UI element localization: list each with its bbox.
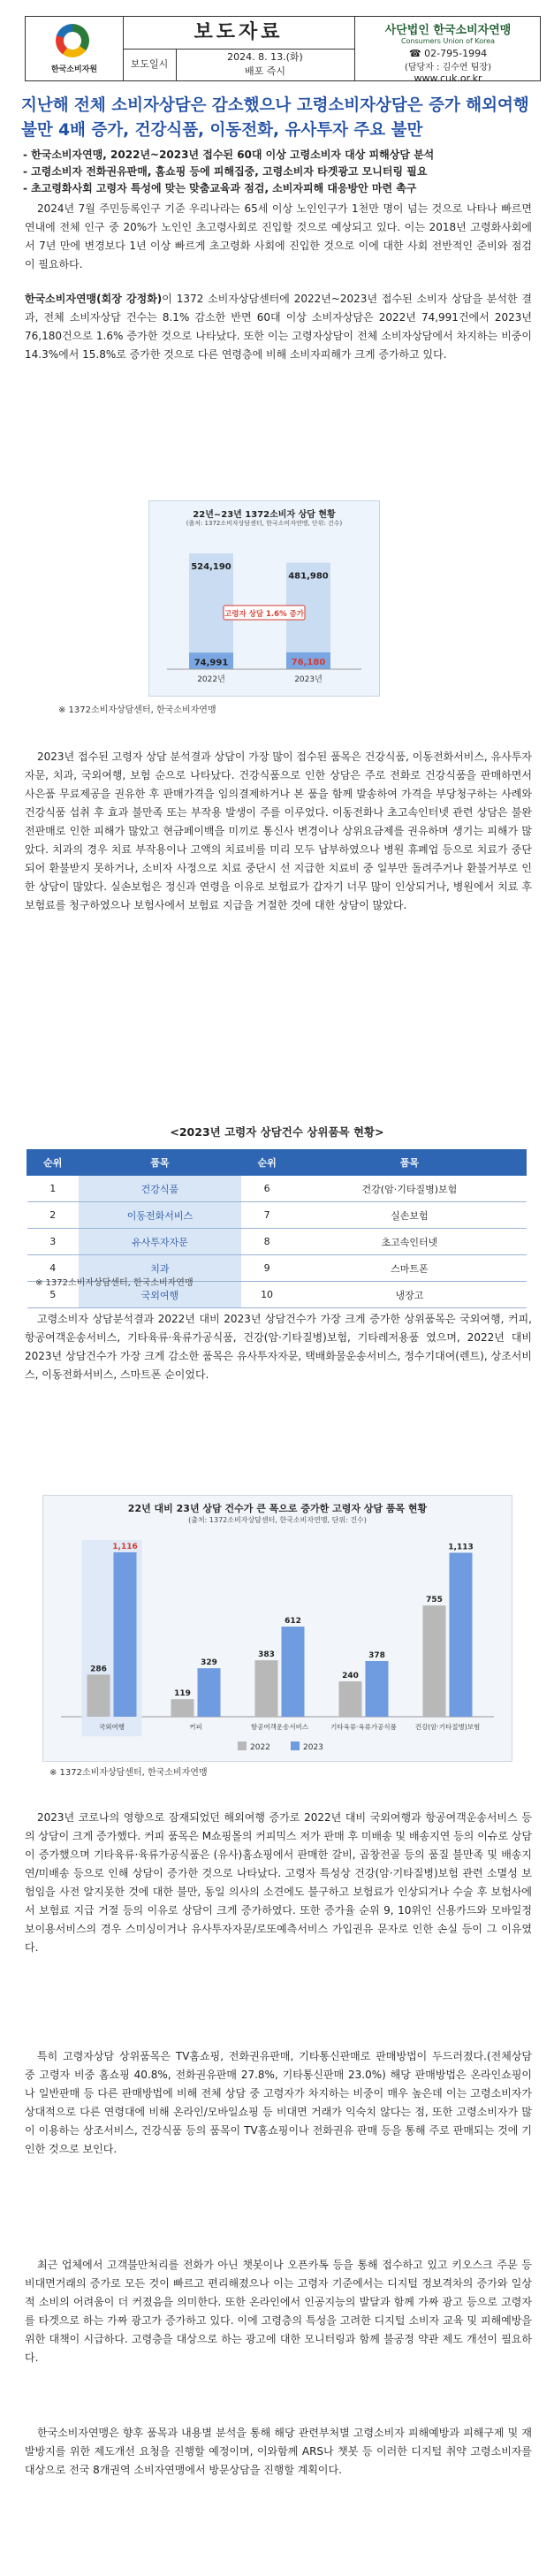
item-cell: 건강식품 [79,1176,241,1202]
org-manager: (담당자 : 김수연 팀장) [405,63,491,72]
value-label-total: 524,190 [191,561,231,572]
release-date [176,50,354,79]
item-cell: 냉장고 [292,1282,526,1308]
value-label: 240 [342,1672,359,1680]
paragraph-6: 특히 고령자상담 상위품목은 TV홈쇼핑, 전화권유판매, 기타통신판매로 판매방법이 두드러졌다.(전체상담 중 고령자 비중 홈쇼핑 40.8%, 전화권유판매 27.8%, 기타통신판매 23.0%) 해당 판매방법은 온라인쇼핑이나 일반판매 등 다른 판매방법에 비해 전체 상담 중 고령자가 차지하는 비중이 매우 높은데 이는 고령소비자가 상대적으로 다른 연령대에 비해 온라인/모바일쇼핑 등 비대면 거래가 익숙치 않다는 점, 또한 고령소비자가 많이 이용하는 상조서비스, 건강식품 등의 품목이 TV홈쇼핑이나 전화권유 판매 등을 통해 주로 판매되는 것에 기인한 것으로 보인다. [25,2050,532,2155]
kca-logo-icon [56,24,89,57]
rank-cell: 10 [241,1282,292,1308]
item-cell: 스마트폰 [292,1255,526,1282]
chart1-plot [149,501,379,696]
org-contact [354,17,541,84]
table-row [27,1176,527,1202]
col-rank: 순위 [27,1150,79,1176]
chart2-plot [43,1496,512,1761]
table-caption: ※ 1372소비자상담센터, 한국소비자연맹 [35,1278,194,1288]
date-label: 보도일시 [123,49,177,80]
value-label-elderly: 76,180 [291,657,326,667]
paragraph-4: 고령소비자 상담분석결과 2022년 대비 2023년 상담건수가 가장 크게 증가한 상위품목은 국외여행, 커피, 항공여객운송서비스, 기타육류·육류가공식품, 건강(암·기타질병)보험, 기타레저용품 였으며, 2022년 대비 2023년 상담건수가 가장 크게 감소한 품목은 유사투자자문, 택배화물운송서비스, 정수기대여(렌트), 상조서비스, 이동전화서비스, 스마트폰 순이었다. [25,1313,532,1381]
bar-2023 [114,1552,137,1717]
legend-label: 2022 [250,1743,270,1752]
rank-cell: 1 [27,1176,79,1202]
item-cell: 초고속인터넷 [292,1229,526,1255]
item-cell: 이동전화서비스 [79,1202,241,1229]
paragraph-2 [25,290,532,364]
paragraph-1: 2024년 7월 주민등록인구 기준 우리나라는 65세 이상 노인인구가 1천만 명이 넘는 것으로 나타나 빠르면 연내에 전체 인구 중 20%가 노인인 초고령사회로 진입할 것으로 예상되고 있다. 이는 2018년 고령화사회에서 7년 만에 변경보다 1년 이상 빠르게 초고령화 사회에 진입한 것으로 이에 대한 사회 전반적인 준비와 점검이 필요하다. [25,202,532,271]
table-row [27,1202,527,1229]
legend-swatch [238,1741,247,1750]
col-item: 품목 [79,1150,241,1176]
paragraph-7: 최근 업체에서 고객불만처리를 전화가 아닌 챗봇이나 오픈카톡 등을 통해 접수하고 있고 키오스크 주문 등 비대면거래의 증가로 모든 것이 빠르고 편리해졌으나 이는 고령자 기준에서는 디지털 정보격차의 증가와 일상적 소비의 어려움이 더 커졌음을 의미한다. 또한 온라인에서 인공지능의 발달과 함께 가짜 광고 등으로 고령자를 타겟으로 하는 가짜 광고가 증가하고 있다. 이에 고령층의 특성을 고려한 디지털 소비자 교육 및 피해예방을 위한 대책이 시급하다. 고령층을 대상으로 하는 광고에 대한 모니터링과 함께 불공정 약관 제도 개선이 필요하다. [25,2259,532,2364]
chart-increase-items [42,1495,512,1762]
value-label: 1,113 [448,1543,474,1552]
org-name: 사단법인 한국소비자연맹 [384,24,512,37]
legend-label: 2023 [303,1743,323,1752]
paragraph-5: 2023년 코로나의 영향으로 잠재되었던 해외여행 증가로 2022년 대비 국외여행과 항공여객운송서비스 등의 상담이 크게 증가했다. 커피 품목은 M쇼핑몰의 커피믹스 저가 판매 후 미배송 및 배송지연 등의 이슈로 상담이 증가했으며 기타육류·육류가공식품은 (유사)홈쇼핑에서 판매한 갈비, 곱창전골 등의 품질 불만족 및 배송지연/미배송 등으로 인해 상담이 증가한 것으로 나타났다. 고령자 특성상 건강(암·기타질병)보험 관련 소멸성 보험임을 사전 알지못한 것에 대한 불만, 동일 의사의 소견에도 불구하고 보험료가 인상되거나 수술 후 보험사에서 보험료 지급 거절 등의 이유로 상담이 크게 증가하였다. 또한 증가율 순위 9, 10위인 신용카드와 모바일정보이용서비스의 경우 스미싱이거나 유사투자자문/로또예측서비스 가입권유 문자로 인한 손실 등이 그 이유였다. [25,1811,532,1954]
value-label: 329 [201,1658,217,1668]
bar-2022 [339,1681,362,1717]
change-label: 고령자 상담 1.6% 증가 [224,610,304,619]
chart1-title: 22년~23년 1372소비자 상담 현황 [193,510,336,520]
item-cell: 실손보험 [292,1202,526,1229]
item-cell: 건강(암·기타질병)보험 [292,1176,526,1202]
item-cell: 국외여행 [79,1282,241,1308]
legend-swatch [291,1741,300,1750]
date-value: 2024. 8. 13.(화) [227,51,303,63]
rank-cell: 8 [241,1229,292,1255]
item-cell: 치과 [79,1255,241,1282]
rank-cell: 7 [241,1202,292,1229]
kca-logo [26,17,124,80]
item-cell: 유사투자자문 [79,1229,241,1255]
org-bold: 한국소비자연맹(회장 강정화) [25,293,163,305]
bar-2022 [87,1674,110,1717]
category-label: 국외여행 [99,1723,125,1731]
category-label: 건강(암·기타질병)보험 [414,1723,481,1731]
value-label: 755 [426,1596,443,1605]
col-item: 품목 [292,1150,526,1176]
category-label: 항공여객운송서비스 [250,1723,309,1731]
press-header [25,16,541,84]
value-label-elderly: 74,991 [194,658,229,668]
press-title: 보도자료 [123,17,354,50]
category-label: 기타육류·육류가공식품 [330,1723,397,1731]
table-header-row [27,1150,527,1176]
value-label: 378 [368,1651,385,1660]
category-label: 2023년 [294,675,323,684]
rank-cell: 3 [27,1229,79,1255]
value-label: 1,116 [112,1543,138,1551]
chart2-title: 22년 대비 23년 상담 건수가 큰 폭으로 증가한 고령자 상담 품목 현황 [127,1503,428,1514]
rank-cell: 6 [241,1176,292,1202]
org-phone: ☎ 02-795-1994 [408,48,488,59]
value-label: 286 [90,1665,107,1674]
rank-cell: 5 [27,1282,79,1308]
summary-item: - 초고령화사회 고령자 특성에 맞는 맞춤교육과 점검, 소비자피해 대응방안 마련 촉구 [23,182,417,194]
embargo: 배포 즉시 [244,65,285,77]
bar-2022 [171,1699,194,1717]
summary-list [23,147,544,197]
bar-2023 [198,1668,221,1717]
org-english: Consumers Union of Korea [400,37,496,45]
table-title: <2023년 고령자 상담건수 상위품목 현황> [170,1125,384,1139]
value-label: 383 [258,1650,275,1660]
value-label: 119 [174,1689,191,1699]
bar-2023 [366,1661,389,1717]
paragraph-8: 한국소비자연맹은 향후 품목과 내용별 분석을 통해 해당 관련부처별 고령소비자 피해예방과 피해구제 및 재발방지를 위한 제도개선 요청을 진행할 예정이며, 이와함께 ARS나 챗봇 등 이러한 디지털 취약 고령소비자를 대상으로 전국 8개권역 소비자연맹에서 방문상담을 진행할 계획이다. [25,2427,532,2476]
bar-2022 [423,1605,446,1717]
chart-consultation-status [148,500,380,697]
chart1-caption: ※ 1372소비자상담센터, 한국소비자연맹 [58,705,216,715]
bar-2023 [282,1627,305,1717]
chart2-caption: ※ 1372소비자상담센터, 한국소비자연맹 [49,1768,208,1778]
rank-cell: 2 [27,1202,79,1229]
bar-2023 [450,1553,473,1718]
value-label-total: 481,980 [288,571,329,582]
value-label: 612 [285,1617,301,1626]
summary-item: - 한국소비자연맹, 2022년~2023년 접수된 60대 이상 고령소비자 대상 피해상담 분석 [23,149,435,161]
logo-name: 한국소비자원 [50,65,98,74]
category-label: 커피 [189,1723,202,1731]
chart1-subtitle: (출처: 1372소비자상담센터, 한국소비자연맹, 단위: 건수) [186,520,343,527]
bar-2022 [255,1660,278,1717]
rank-cell: 9 [241,1255,292,1282]
paragraph-3: 2023년 접수된 고령자 상담 분석결과 상담이 가장 많이 접수된 품목은 건강식품, 이동전화서비스, 유사투자자문, 치과, 국외여행, 보험 순으로 나타났다. 건강식품으로 인한 상담은 주로 전화로 건강식품을 판매하면서 사은품 무료제공을 권유한 후 판매가격을 임의결제하거나 본 품을 함께 발송하여 가격을 부당청구하는 사례와 건강식품 섭취 후 효과 불만족 또는 부작용 발생이 주를 이루었다. 이동전화나 초고속인터넷 관련 상담은 불완전판매로 인한 피해가 많았고 현금페이백을 미끼로 통신사 변경이나 상위요금제를 권유하며 생기는 피해가 많았다. 치과의 경우 치료 부작용이나 고액의 치료비를 미리 모두 납부하였으나 병원 휴폐업 등으로 치료가 중단되어 환불받지 못하거나, 소비자 사정으로 치료 중단시 선 지급한 치료비 중 일부만 돌려주거나 환불거부로 인한 상담이 많았다. 실손보험은 정신과 연령을 이유로 보험료가 갑자기 너무 많이 인상되거나, 병원에서 치료 후 보험료를 청구하였으나 보험사에서 보험료 지급을 거절한 것에 대한 상담이 많았다. [25,751,532,911]
rank-cell: 4 [27,1255,79,1282]
paragraph-2-text: 이 1372 소비자상담센터에 2022년~2023년 접수된 소비자 상담을 분석한 결과, 전체 소비자상담 건수는 8.1% 감소한 반면 60대 이상 소비자상담은 2022년 74,991건에서 2023년 76,180건으로 1.6% 증가한 것으로 나타났다. 또한 이는 고령자상담이 전체 소비자상담에서 차지하는 비중이 14.3%에서 15.8%로 증가한 것으로 다른 연령층에 비해 소비자피해가 크게 증가하고 있다. [25,293,532,361]
chart2-subtitle: (출처: 1372소비자상담센터, 한국소비자연맹, 단위: 건수) [188,1516,367,1524]
table-row [27,1229,527,1255]
col-rank: 순위 [241,1150,292,1176]
category-label: 2022년 [197,675,225,684]
org-website[interactable]: www.cuk.or.kr [414,72,482,84]
summary-item: - 고령소비자 전화권유판매, 홈쇼핑 등에 피해집중, 고령소비자 타겟광고 모니터링 필요 [23,165,428,178]
headline: 지난해 전체 소비자상담은 감소했으나 고령소비자상담은 증가 해외여행 불만 4배 증가, 건강식품, 이동전화, 유사투자 주요 불만 [21,96,529,140]
